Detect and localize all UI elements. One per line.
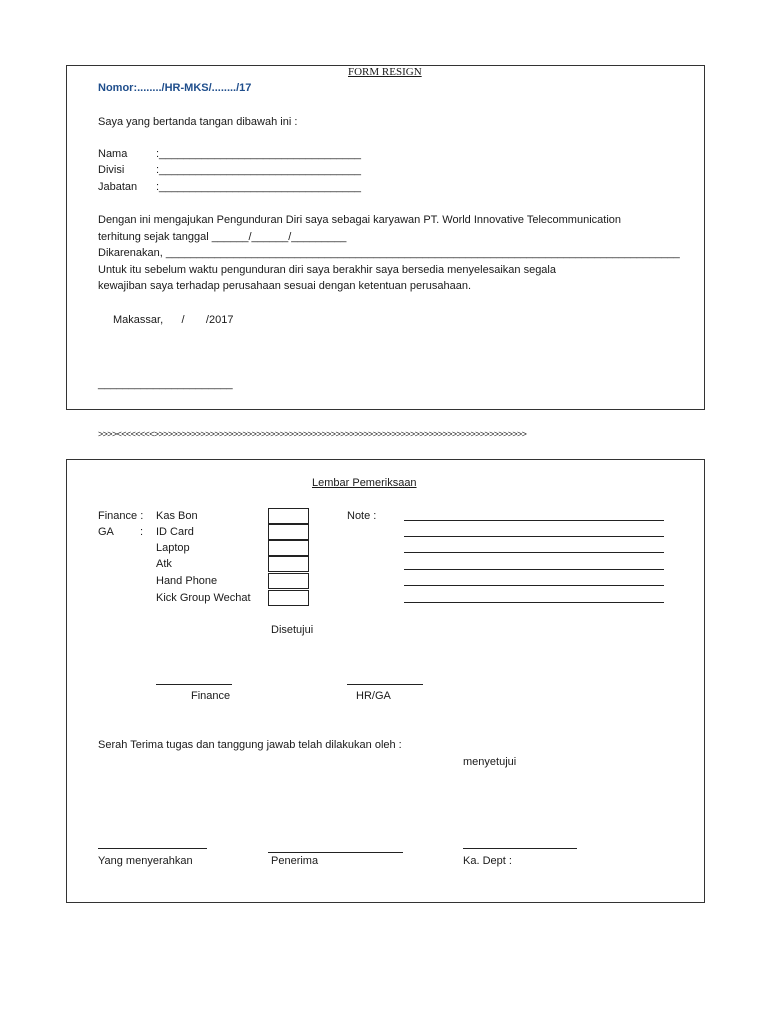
ka-dept-signature-line[interactable] <box>463 848 577 849</box>
checklist-title: Lembar Pemeriksaan <box>312 477 417 489</box>
checkbox-hand-phone[interactable] <box>268 573 309 589</box>
note-line[interactable] <box>404 536 664 537</box>
note-line[interactable] <box>404 585 664 586</box>
field-label-jabatan: Jabatan <box>98 181 138 193</box>
field-label-divisi: Divisi <box>98 164 125 176</box>
yang-menyerahkan-label: Yang menyerahkan <box>98 855 193 867</box>
item-id-card: ID Card <box>156 526 194 538</box>
form-intro: Saya yang bertanda tangan dibawah ini : <box>98 116 298 128</box>
signature-line[interactable]: ______________________ <box>98 378 233 390</box>
item-laptop: Laptop <box>156 542 190 554</box>
item-kas-bon: Kas Bon <box>156 510 198 522</box>
penerima-label: Penerima <box>271 855 319 867</box>
form-number: Nomor:......../HR-MKS/......../17 <box>98 82 252 94</box>
field-label-nama: Nama <box>98 148 128 160</box>
note-line[interactable] <box>404 552 664 553</box>
checkbox-atk[interactable] <box>268 556 309 572</box>
body-line-2[interactable]: terhitung sejak tanggal ______/______/_________ <box>98 231 347 243</box>
finance-signature-line[interactable] <box>156 684 232 685</box>
handover-text: Serah Terima tugas dan tanggung jawab telah dilakukan oleh : <box>98 739 402 751</box>
hrga-sign-label: HR/GA <box>356 690 391 702</box>
ga-colon: : <box>140 526 144 538</box>
body-line-1: Dengan ini mengajukan Pengunduran Diri saya sebagai karyawan PT. World Innovative Telecommunication <box>98 214 622 226</box>
hrga-signature-line[interactable] <box>347 684 423 685</box>
note-line[interactable] <box>404 520 664 521</box>
form-title: FORM RESIGN <box>348 66 422 78</box>
cut-separator: >>>><<<<<<<<>>>>>>>>>>>>>>>>>>>>>>>>>>>>>>>>>>>>>>>>>>>>>>>>>>>>>>>>>>>>>>>>>>>>>>>>>>>>>>>> <box>98 429 527 439</box>
checkbox-laptop[interactable] <box>268 540 309 556</box>
checkbox-id-card[interactable] <box>268 524 309 540</box>
penerima-signature-line[interactable] <box>268 852 403 853</box>
field-value-nama[interactable]: :_________________________________ <box>156 148 361 160</box>
item-atk: Atk <box>156 558 172 570</box>
note-line[interactable] <box>404 602 664 603</box>
body-line-3[interactable]: Dikarenakan, ____________________________________________________________________________________ <box>98 247 680 259</box>
body-line-4: Untuk itu sebelum waktu pengunduran diri saya berakhir saya bersedia menyelesaikan segala <box>98 264 556 276</box>
yang-menyerahkan-signature-line[interactable] <box>98 848 207 849</box>
field-value-jabatan[interactable]: :_________________________________ <box>156 181 361 193</box>
menyetujui-label: menyetujui <box>463 756 517 768</box>
note-label: Note : <box>347 510 377 522</box>
checkbox-kick-group-wechat[interactable] <box>268 590 309 606</box>
finance-label: Finance : <box>98 510 144 522</box>
checkbox-kas-bon[interactable] <box>268 508 309 524</box>
ka-dept-label: Ka. Dept : <box>463 855 512 867</box>
field-value-divisi[interactable]: :_________________________________ <box>156 164 361 176</box>
place-date: Makassar, / /2017 <box>113 314 234 326</box>
note-line[interactable] <box>404 569 664 570</box>
ga-label: GA <box>98 526 114 538</box>
body-line-5: kewajiban saya terhadap perusahaan sesuai dengan ketentuan perusahaan. <box>98 280 472 292</box>
disetujui-label: Disetujui <box>271 624 314 636</box>
finance-sign-label: Finance <box>191 690 231 702</box>
item-kick-group-wechat: Kick Group Wechat <box>156 592 251 604</box>
item-hand-phone: Hand Phone <box>156 575 218 587</box>
